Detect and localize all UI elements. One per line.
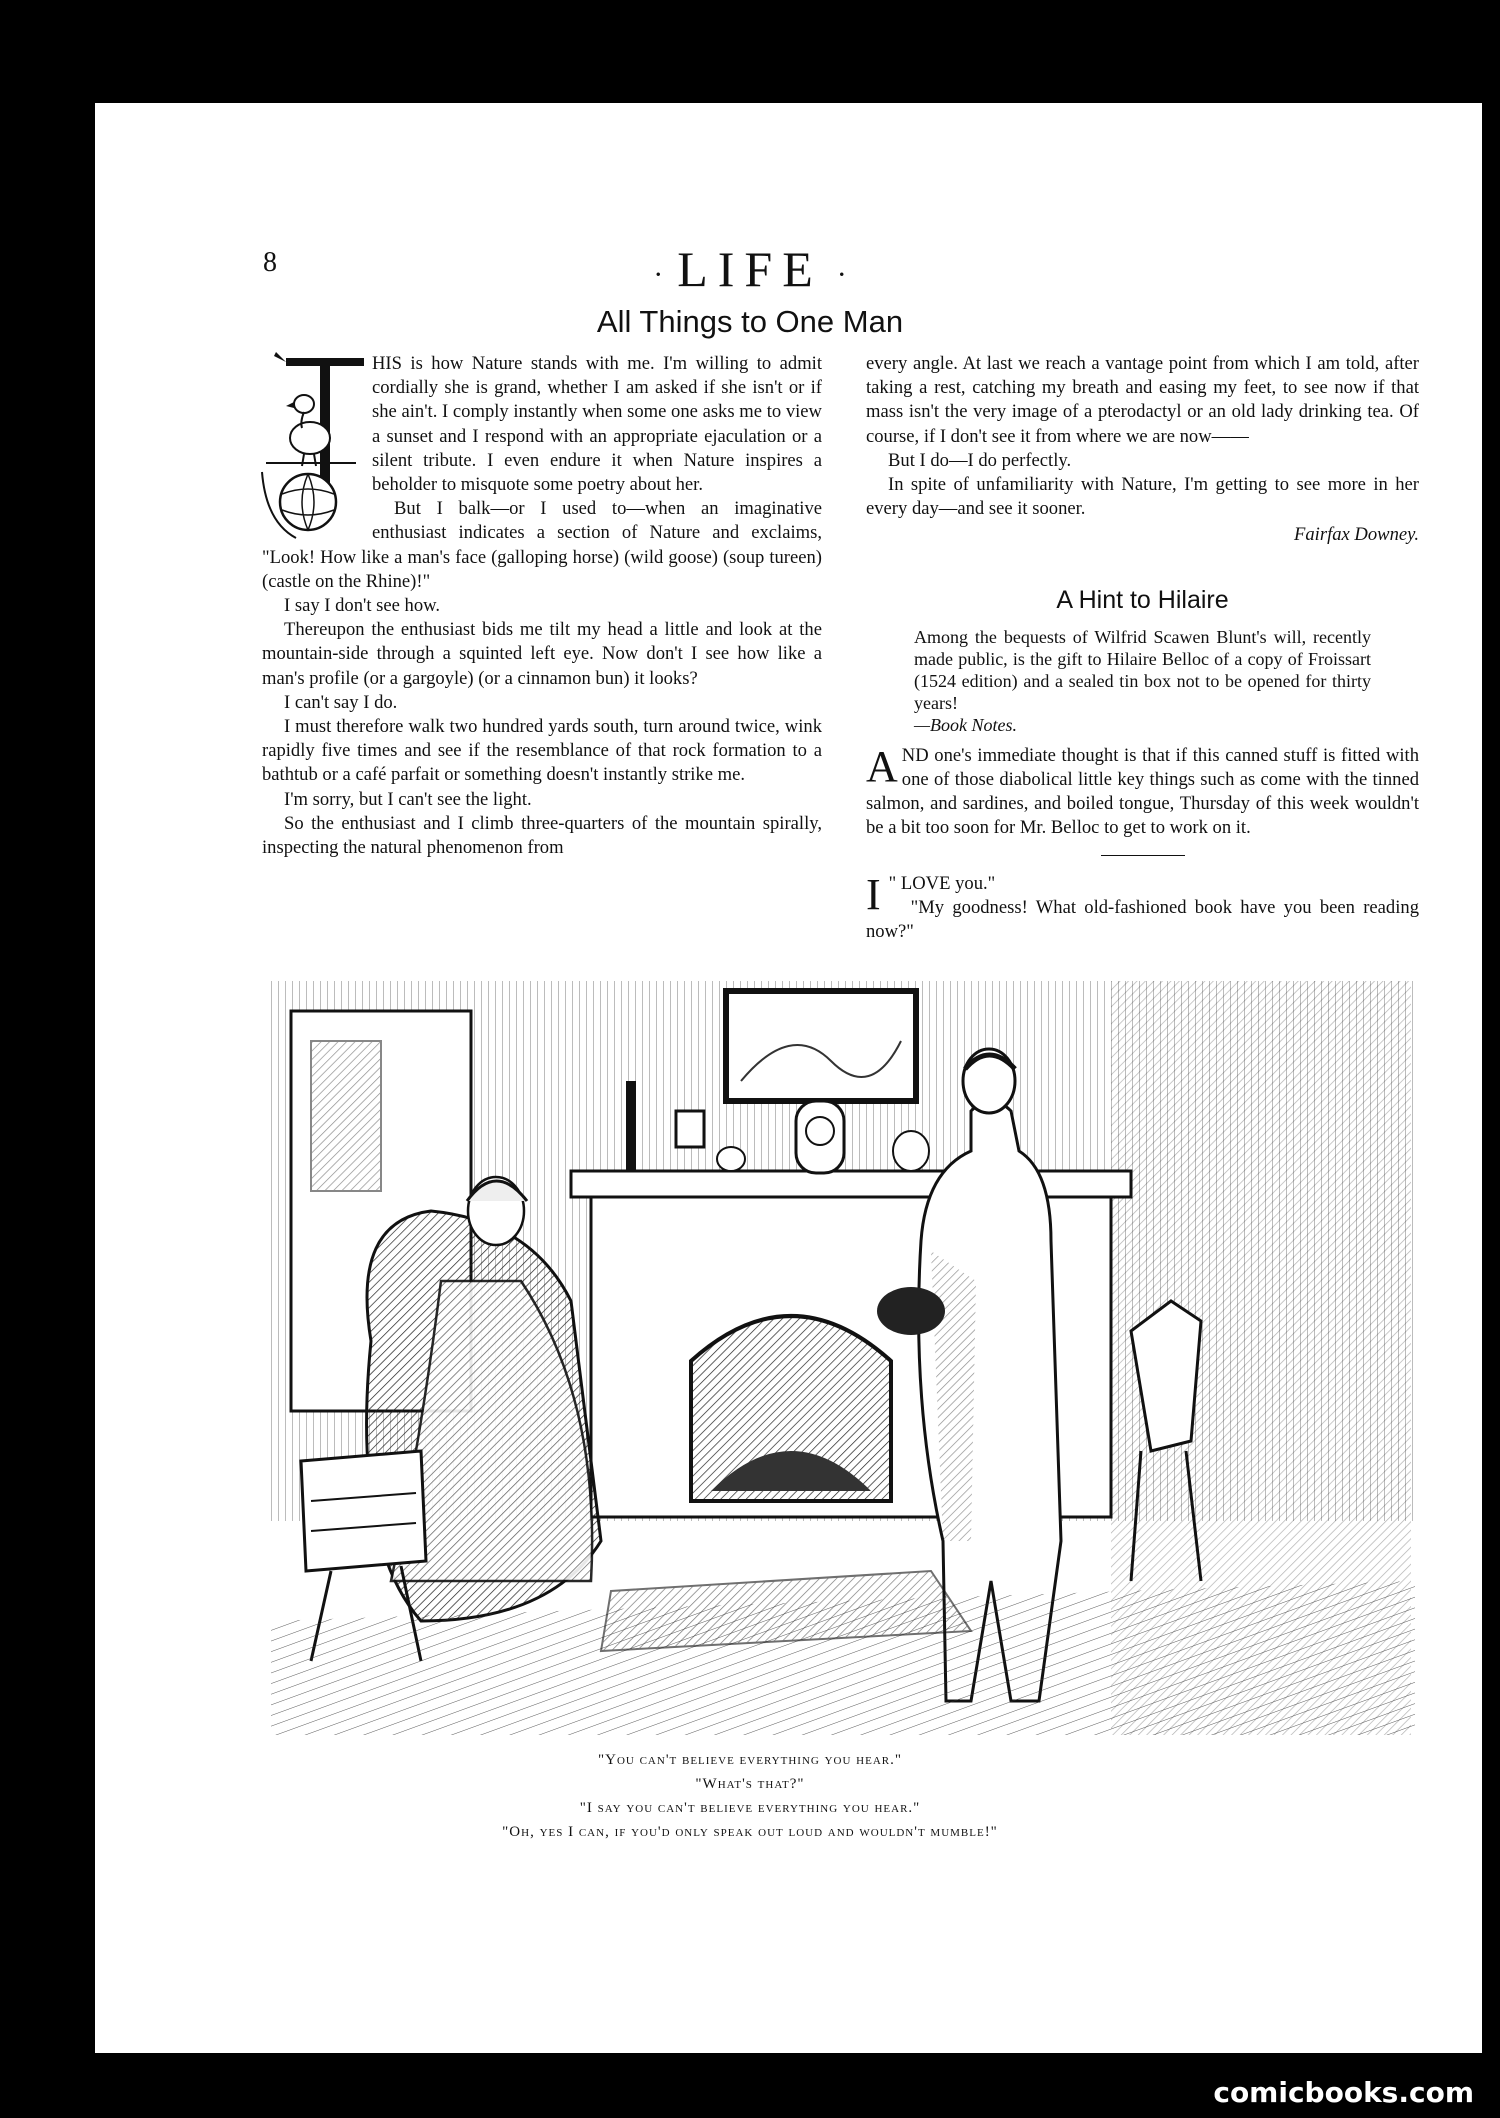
masthead bbox=[0, 240, 1500, 298]
masthead-dot-left: · bbox=[653, 257, 664, 291]
cartoon-illustration bbox=[271, 981, 1415, 1735]
masthead-title: LIFE bbox=[677, 241, 823, 297]
caption-line: "I say you can't believe everything you hear." bbox=[579, 1800, 921, 1816]
paragraph: In spite of unfamiliarity with Nature, I'm getting to see more in her every day—and see it sooner. bbox=[866, 474, 1419, 520]
paragraph: HIS is how Nature stands with me. I'm willing to admit cordially she is grand, whether I am asked if she isn't or if she ain't. I comply instantly when some one asks me to view a sunset and I respond with an appropriate ejaculation or a silent tribute. I even endure it when Nature inspires a beholder to misquote some poetry about her. bbox=[372, 353, 822, 496]
paragraph: But I balk—or I used to—when an imaginative enthusiast indicates a section of Nature and exclaims, "Look! How like a man's face (galloping horse) (wild goose) (soup tureen) (castle on the Rhine)!" bbox=[262, 498, 822, 592]
caption-line: "You can't believe everything you hear." bbox=[598, 1752, 902, 1768]
masthead-dot-right: · bbox=[836, 257, 847, 291]
joke bbox=[866, 869, 1419, 945]
decorative-initial-t bbox=[256, 352, 364, 542]
paragraph: But I do—I do perfectly. bbox=[888, 449, 1072, 471]
author-signature: Fairfax Downey. bbox=[1294, 524, 1419, 546]
article-title: All Things to One Man bbox=[596, 304, 904, 339]
article-right-column bbox=[866, 352, 1419, 944]
paragraph: I'm sorry, but I can't see the light. bbox=[284, 788, 532, 810]
paragraph: Thereupon the enthusiast bids me tilt my head a little and look at the mountain-side through a squinted left eye. Now don't I see how like a man's profile (or a gargoyle) (or a cinnamon bun) it looks? bbox=[262, 619, 822, 689]
paragraph: So the enthusiast and I climb three-quarters of the mountain spirally, inspecting the natural phenomenon from bbox=[262, 812, 822, 859]
block-quote bbox=[914, 626, 1371, 736]
quote-text: Among the bequests of Wilfrid Scawen Blunt's will, recently made public, is the gift to Hilaire Belloc of a copy of Froissart (1524 edition) and a sealed tin box not to be opened for thirty years! bbox=[914, 626, 1371, 713]
caption-line: "What's that?" bbox=[695, 1776, 805, 1792]
drop-letter: I bbox=[866, 869, 881, 919]
paragraph: I can't say I do. bbox=[284, 691, 398, 713]
drop-letter: A bbox=[866, 741, 898, 791]
article-left-column bbox=[262, 352, 822, 860]
section-title: A Hint to Hilaire bbox=[1056, 585, 1229, 614]
site-watermark: comicbooks.com bbox=[1213, 2076, 1474, 2109]
joke-line: "My goodness! What old-fashioned book have you been reading now?" bbox=[866, 896, 1419, 943]
page-number: 8 bbox=[263, 247, 277, 278]
divider bbox=[1101, 855, 1185, 856]
paragraph: I must therefore walk two hundred yards south, turn around twice, wink rapidly five times and see if the resemblance of that rock formation to a bathtub or a café parfait or something doesn't instantly strike me. bbox=[262, 716, 822, 786]
paragraph-text: ND one's immediate thought is that if this canned stuff is fitted with one of those diabolical little key things such as come with the tinned salmon, and sardines, and boiled tongue, Thursday of this week wouldn't be a bit too soon for Mr. Belloc to get to work on it. bbox=[866, 744, 1419, 839]
open-quote: " bbox=[888, 872, 897, 894]
joke-line: LOVE you." bbox=[896, 872, 996, 894]
caption-line: "Oh, yes I can, if you'd only speak out loud and wouldn't mumble!" bbox=[502, 1824, 998, 1840]
paragraph: I say I don't see how. bbox=[284, 595, 441, 617]
quote-source: —Book Notes. bbox=[914, 714, 1017, 735]
paragraph: every angle. At last we reach a vantage point from which I am told, after taking a rest, catching my breath and easing my feet, to see now if that mass isn't the very image of a pterodactyl or an old lady drinking tea. Of course, if I don't see it from where we are now—— bbox=[866, 353, 1419, 447]
paragraph bbox=[866, 741, 1419, 841]
